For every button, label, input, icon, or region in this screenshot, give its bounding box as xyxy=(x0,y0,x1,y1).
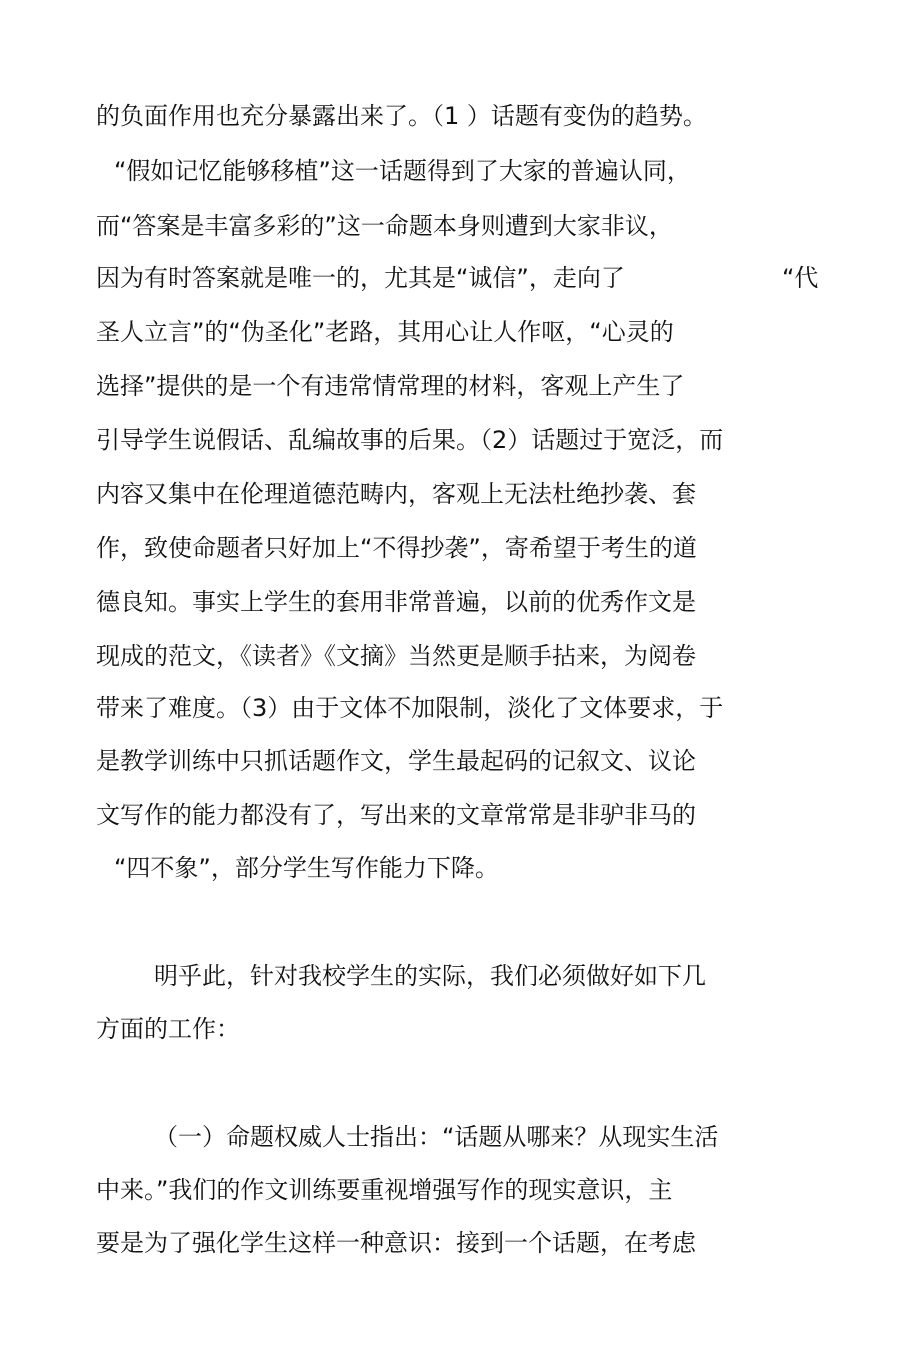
text-line-12: 带来了难度。（3）由于文体不加限制，淡化了文体要求，于 xyxy=(96,694,724,722)
text-line-2: “假如记忆能够移植”这一话题得到了大家的普遍认同， xyxy=(114,157,691,185)
text-line-16: 明乎此，针对我校学生的实际，我们必须做好如下几 xyxy=(154,962,706,990)
text-line-11: 现成的范文，《读者》《文摘》当然更是顺手拈来，为阅卷 xyxy=(96,642,696,670)
text-line-4-tail: “代 xyxy=(782,264,819,292)
text-line-4: 因为有时答案就是唯一的，尤其是“诚信”，走向了 xyxy=(96,264,625,292)
text-line-1: 的负面作用也充分暴露出来了。（1 ）话题有变伪的趋势。 xyxy=(96,102,707,130)
text-line-17: 方面的工作： xyxy=(96,1015,240,1043)
text-line-15: “四不象”，部分学生写作能力下降。 xyxy=(114,854,499,882)
text-line-19: 中来。”我们的作文训练要重视增强写作的现实意识，主 xyxy=(96,1176,673,1204)
text-line-7: 引导学生说假话、乱编故事的后果。（2）话题过于宽泛，而 xyxy=(96,426,724,454)
text-line-8: 内容又集中在伦理道德范畴内，客观上无法杜绝抄袭、套 xyxy=(96,480,696,508)
text-line-13: 是教学训练中只抓话题作文，学生最起码的记叙文、议论 xyxy=(96,747,696,775)
text-line-3: 而“答案是丰富多彩的”这一命题本身则遭到大家非议， xyxy=(96,212,673,240)
text-line-20: 要是为了强化学生这样一种意识：接到一个话题，在考虑 xyxy=(96,1229,696,1257)
text-line-18: （一）命题权威人士指出：“话题从哪来？从现实生活 xyxy=(154,1123,719,1151)
text-line-10: 德良知。事实上学生的套用非常普遍，以前的优秀作文是 xyxy=(96,588,696,616)
text-line-6: 选择”提供的是一个有违常情常理的材料，客观上产生了 xyxy=(96,372,685,400)
text-line-14: 文写作的能力都没有了，写出来的文章常常是非驴非马的 xyxy=(96,801,696,829)
text-line-5: 圣人立言”的“伪圣化”老路，其用心让人作呕，“心灵的 xyxy=(96,318,674,346)
text-line-9: 作，致使命题者只好加上“不得抄袭”，寄希望于考生的道 xyxy=(96,534,697,562)
